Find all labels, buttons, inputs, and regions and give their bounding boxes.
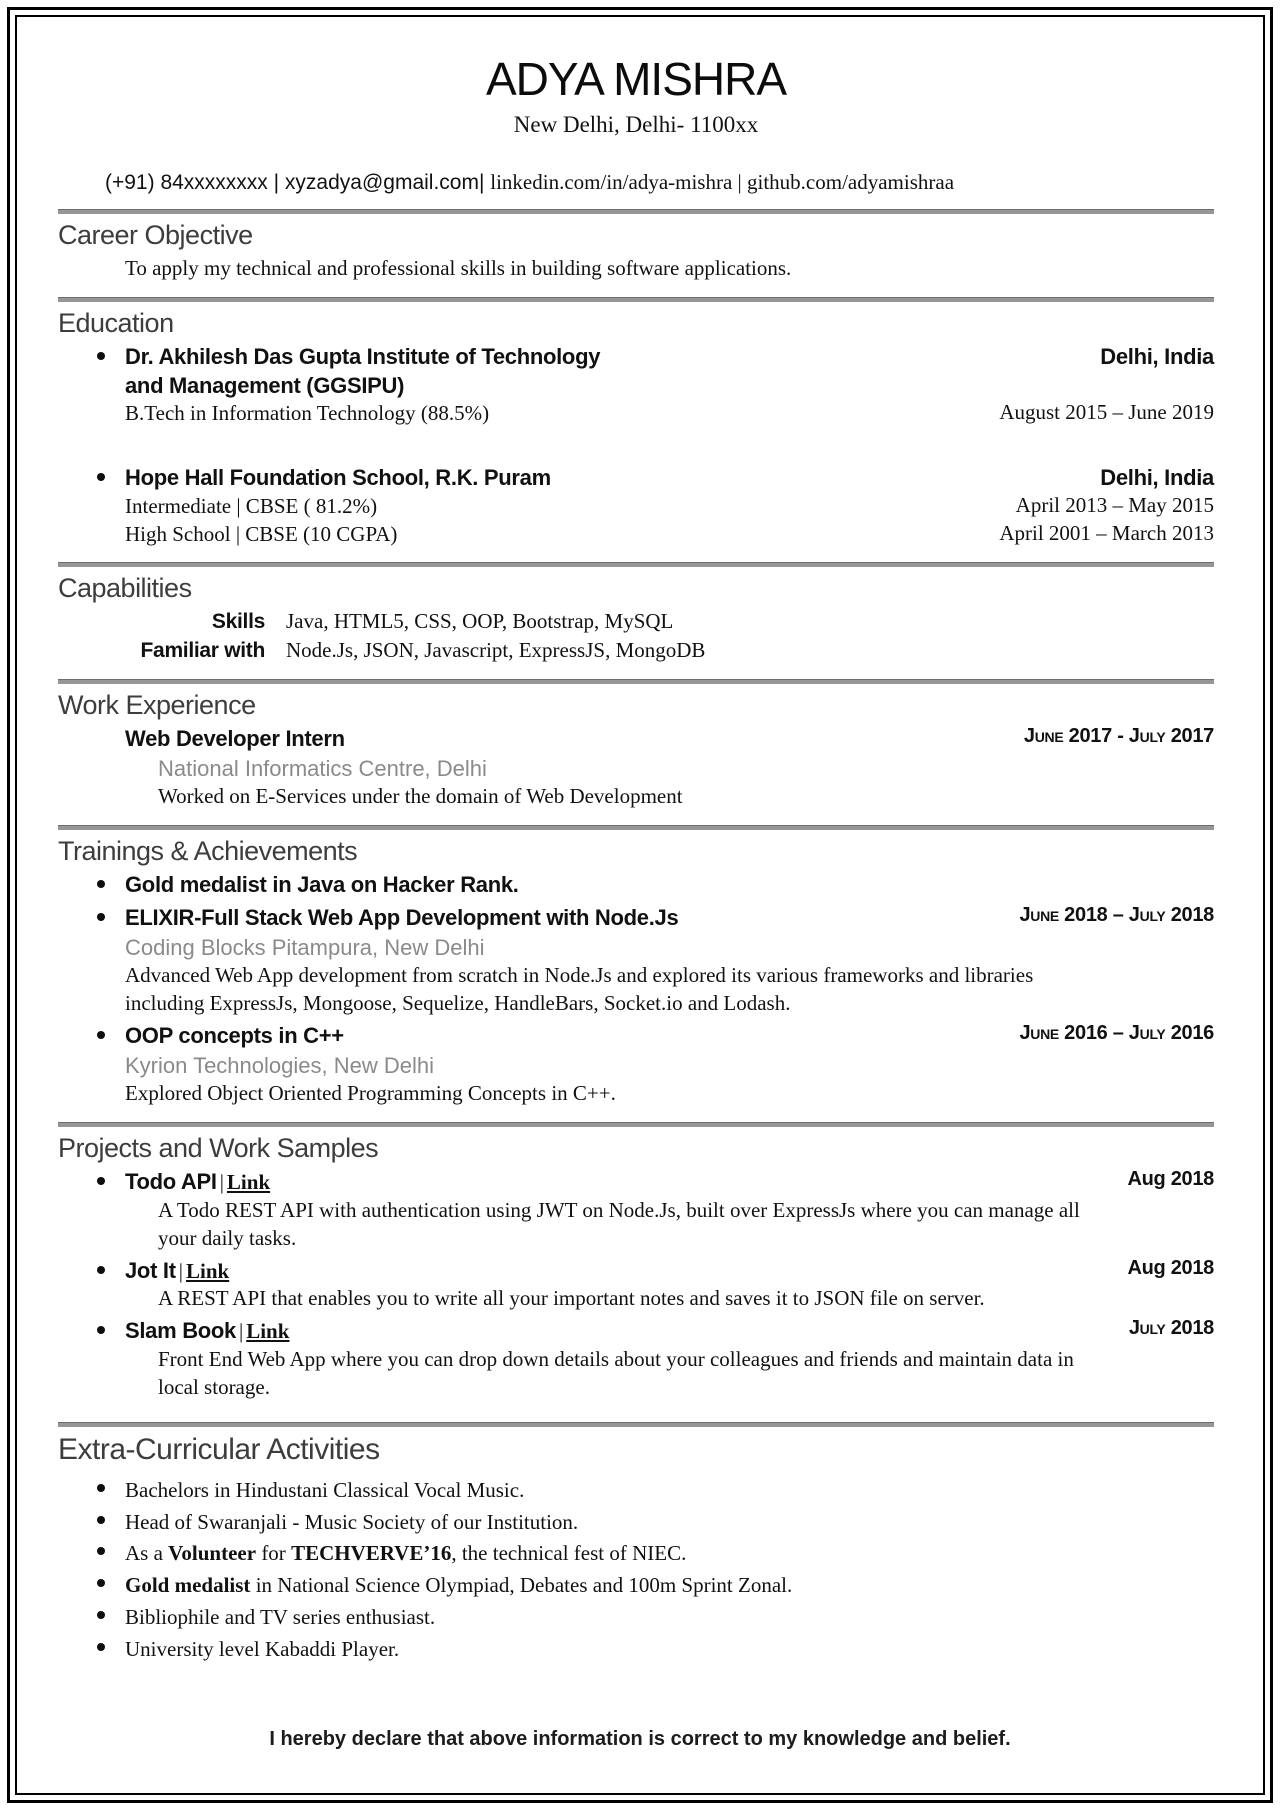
activity-item: [58, 1538, 1214, 1570]
section-divider: [58, 297, 1214, 302]
work-role-row: [58, 725, 1214, 754]
training-description: Explored Object Oriented Programming Concepts in C++.: [125, 1081, 616, 1106]
section-title-education: Education: [58, 307, 174, 338]
training-date-range: June 2018 – July 2018: [1019, 903, 1214, 926]
education-entry: [58, 343, 1214, 428]
training-title: ELIXIR-Full Stack Web App Development with Node.Js: [125, 904, 679, 930]
section-divider: [58, 1122, 1214, 1127]
training-description: Advanced Web App development from scratch in Node.Js and explored its various frameworks and libraries including ExpressJs, Mongoose, Sequelize, HandleBars, Socket.io and Lodash.: [125, 963, 1034, 1016]
activity-item: [58, 1475, 1214, 1507]
job-date-range: June 2017 - July 2017: [1023, 725, 1214, 748]
person-name: ADYA MISHRA: [486, 53, 786, 105]
training-item: [58, 904, 1214, 1018]
activity-text: [58, 1570, 1214, 1602]
project-date: July 2018: [1128, 1317, 1214, 1340]
section-title-work-experience: Work Experience: [58, 690, 256, 721]
institution-location: Delhi, India: [1100, 343, 1214, 369]
training-organization: Kyrion Technologies, New Delhi: [125, 1052, 434, 1078]
project-link[interactable]: Link: [246, 1319, 290, 1344]
activity-text-part: in National Science Olympiad, Debates and 100m Sprint Zonal.: [250, 1573, 793, 1598]
section-divider: [58, 679, 1214, 684]
project-name: Todo API: [125, 1169, 217, 1195]
contact-phone-email: (+91) 84xxxxxxxx | xyzadya@gmail.com|: [105, 171, 491, 194]
declaration-statement: I hereby declare that above information is correct to my knowledge and belief.: [269, 1728, 1011, 1750]
resume-document: [58, 0, 1214, 1666]
project-title-row: [58, 1257, 229, 1286]
institution-name-block: [58, 343, 600, 400]
capability-label: Skills: [211, 610, 265, 634]
training-item: [58, 1022, 1214, 1108]
project-description: A Todo REST API with authentication using JWT on Node.Js, built over ExpressJs where you can manage all your daily tasks.: [158, 1197, 1080, 1250]
capability-row: [58, 637, 1214, 665]
separator: |: [239, 1319, 244, 1344]
project-link[interactable]: Link: [185, 1258, 230, 1283]
section-divider: [58, 1422, 1214, 1427]
activity-text: Bibliophile and TV series enthusiast.: [125, 1605, 436, 1630]
project-name: Slam Book: [125, 1318, 236, 1344]
section-divider: [58, 209, 1214, 214]
section-title-projects: Projects and Work Samples: [58, 1133, 379, 1164]
section-divider: [58, 562, 1214, 567]
job-title: Web Developer Intern: [125, 726, 345, 752]
project-date: Aug 2018: [1127, 1256, 1214, 1279]
activity-text: Bachelors in Hindustani Classical Vocal Music.: [125, 1477, 525, 1502]
project-link[interactable]: Link: [226, 1170, 271, 1195]
section-title-trainings: Trainings & Achievements: [58, 836, 358, 867]
separator: |: [178, 1258, 183, 1283]
institution-name: Hope Hall Foundation School, R.K. Puram: [125, 465, 551, 491]
institution-name-block: [58, 464, 551, 493]
degree-text: Intermediate | CBSE ( 81.2%): [125, 493, 378, 518]
project-name: Jot It: [125, 1257, 176, 1283]
activity-text: Head of Swaranjali - Music Society of our Institution.: [125, 1509, 579, 1534]
training-organization: Coding Blocks Pitampura, New Delhi: [125, 934, 485, 960]
activity-text-bold: Gold medalist: [125, 1573, 251, 1598]
section-title-career-objective: Career Objective: [58, 220, 253, 250]
career-objective-text: To apply my technical and professional skills in building software applications.: [125, 256, 792, 280]
institution-location: Delhi, India: [1100, 465, 1214, 491]
institution-name-line2: and Management (GGSIPU): [125, 372, 405, 398]
degree-date-range: August 2015 – June 2019: [999, 400, 1214, 425]
activity-item: [58, 1507, 1214, 1539]
activity-item: [58, 1634, 1214, 1666]
activity-text-part: As a: [125, 1541, 169, 1566]
activity-text: University level Kabaddi Player.: [125, 1637, 400, 1662]
training-item: [58, 871, 1214, 900]
activity-text-bold: TECHVERVE’16: [291, 1541, 452, 1566]
project-description: A REST API that enables you to write all your important notes and saves it to JSON file on server.: [158, 1286, 985, 1311]
training-title: Gold medalist in Java on Hacker Rank.: [125, 872, 519, 898]
degree-text: High School | CBSE (10 CGPA): [125, 521, 398, 546]
education-entry: [58, 464, 1214, 548]
person-location: New Delhi, Delhi- 1100xx: [513, 112, 759, 137]
section-title-capabilities: Capabilities: [58, 573, 192, 604]
company-name: National Informatics Centre, Delhi: [158, 755, 487, 781]
project-title-row: [58, 1168, 270, 1197]
contact-line: [58, 170, 1214, 195]
activity-text-part: , the technical fest of NIEC.: [451, 1541, 687, 1566]
job-description: Worked on E-Services under the domain of Web Development: [158, 784, 683, 809]
capability-value: Java, HTML5, CSS, OOP, Bootstrap, MySQL: [286, 609, 674, 634]
section-divider: [58, 825, 1214, 830]
activity-text: [58, 1538, 1214, 1570]
project-item: [58, 1257, 1214, 1314]
project-date: Aug 2018: [1127, 1168, 1214, 1191]
training-title: OOP concepts in C++: [125, 1023, 344, 1049]
capability-value: Node.Js, JSON, Javascript, ExpressJS, MongoDB: [286, 637, 706, 662]
activity-item: [58, 1570, 1214, 1602]
project-title-row: [58, 1317, 289, 1346]
institution-name: Dr. Akhilesh Das Gupta Institute of Technology: [125, 343, 601, 369]
contact-profiles: linkedin.com/in/adya-mishra | github.com/adyamishraa: [490, 170, 955, 194]
section-title-extra-curricular: Extra-Curricular Activities: [58, 1432, 380, 1466]
activity-item: [58, 1602, 1214, 1634]
degree-date-range: April 2013 – May 2015: [1015, 492, 1214, 517]
project-item: [58, 1168, 1214, 1252]
project-description: Front End Web App where you can drop down details about your colleagues and friends and maintain data in local storage.: [158, 1346, 1074, 1399]
activity-text-bold: Volunteer: [168, 1541, 257, 1566]
capability-row: [58, 608, 1214, 636]
training-date-range: June 2016 – July 2016: [1019, 1022, 1214, 1045]
degree-text: B.Tech in Information Technology (88.5%): [125, 401, 490, 426]
capability-label: Familiar with: [140, 638, 265, 662]
activity-text-part: for: [256, 1541, 292, 1566]
separator: |: [219, 1170, 224, 1195]
degree-date-range: April 2001 – March 2013: [999, 520, 1214, 545]
project-item: [58, 1317, 1214, 1401]
